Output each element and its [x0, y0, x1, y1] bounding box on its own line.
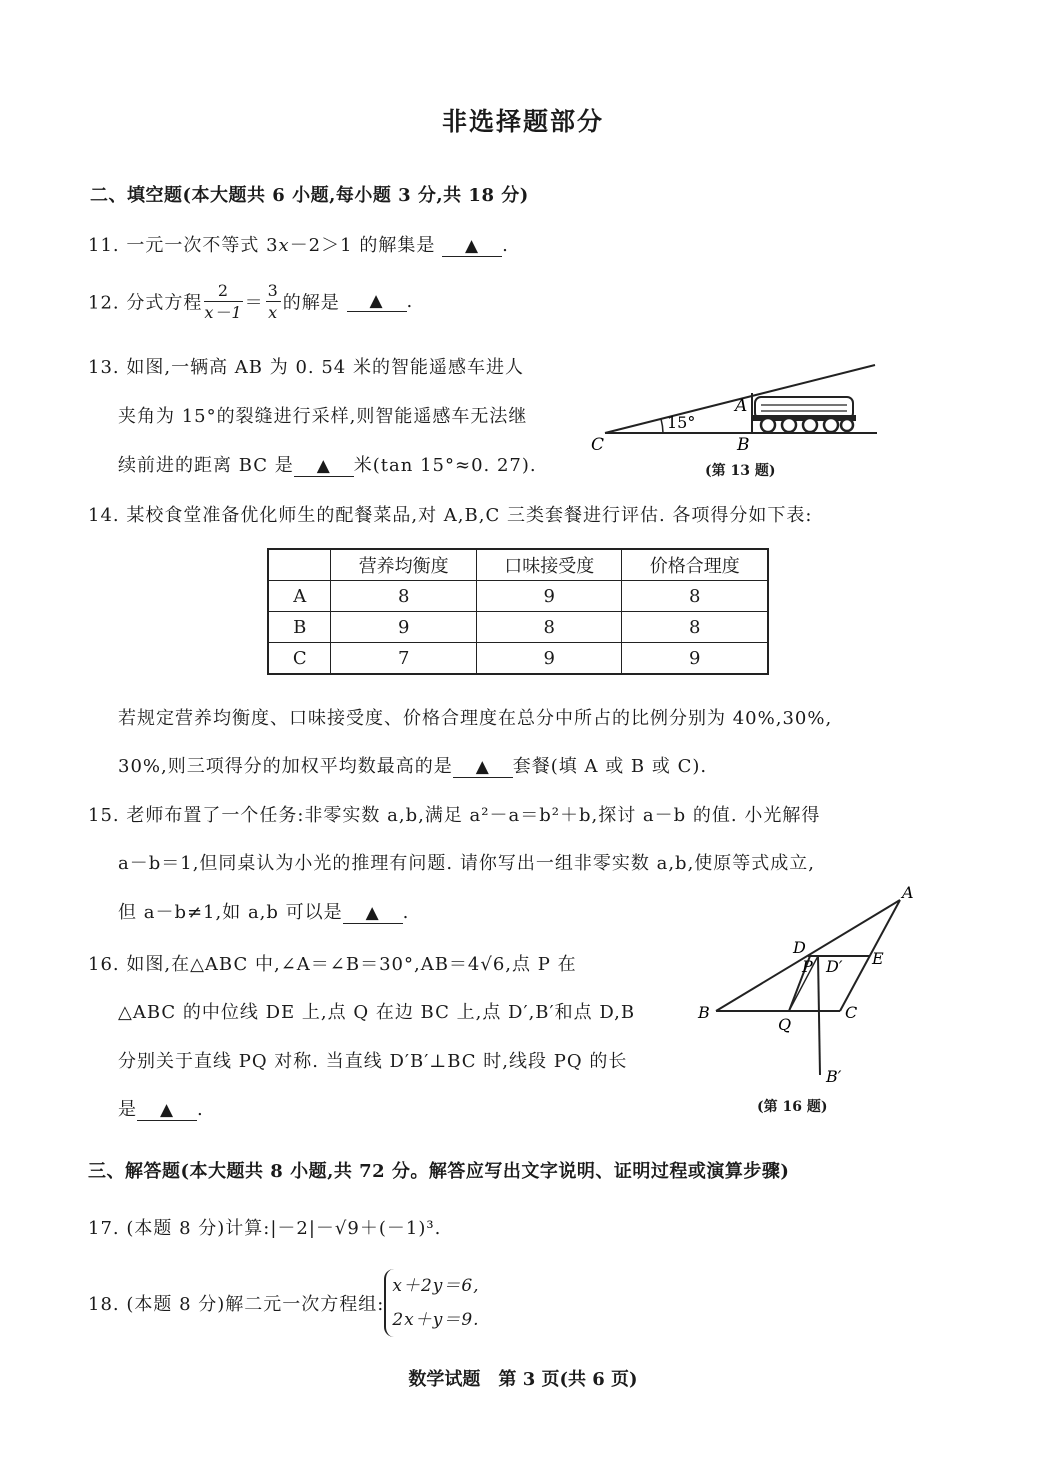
table-cell: 9 [331, 612, 477, 643]
table-cell: C [268, 643, 331, 675]
q15-line-3-post: . [402, 902, 410, 923]
q18-equation-2: 2x＋y＝9. [392, 1310, 480, 1330]
blank-triangle-icon: ▲ [365, 903, 380, 923]
q15-line-2: a－b＝1,但同桌认为小光的推理有问题. 请你写出一组非零实数 a,b,使原等式成立, [118, 853, 816, 874]
table-header-cell [268, 549, 331, 581]
question-17: 17. (本题 8 分)计算:|－2|－√9＋(－1)³. [88, 1218, 442, 1239]
q15-line-3 [118, 898, 409, 924]
q14-line-3-pre: 30%,则三项得分的加权平均数最高的是 [118, 756, 453, 777]
q13-label-a: A [735, 396, 748, 416]
q13-label-angle: 15° [667, 413, 696, 432]
q13-line-3-post: 米(tan 15°≈0. 27). [353, 455, 537, 476]
q12-f1-denominator: x－1 [204, 303, 243, 322]
page-footer: 数学试题 第 3 页(共 6 页) [408, 1369, 638, 1390]
q16-answer-blank[interactable] [137, 1100, 197, 1121]
question-11 [88, 231, 509, 257]
table-cell: 8 [622, 612, 768, 643]
q14-score-table [267, 548, 769, 675]
blank-triangle-icon: ▲ [369, 291, 384, 311]
q12-fraction-2 [266, 280, 281, 323]
q13-figure [585, 355, 885, 455]
table-cell: 8 [476, 612, 622, 643]
q11-var-x: x [278, 235, 290, 256]
q12-f2-denominator: x [268, 303, 279, 322]
q15-line-1: 15. 老师布置了一个任务:非零实数 a,b,满足 a²－a＝b²＋b,探讨 a－b 的值. 小光解得 [88, 805, 821, 826]
q14-line-3 [118, 752, 707, 778]
table-cell: 9 [476, 643, 622, 675]
table-cell: 7 [331, 643, 477, 675]
q16-label-e: E [872, 949, 884, 968]
q16-line-4-post: . [197, 1099, 204, 1120]
q16-label-b-prime: B′ [826, 1067, 842, 1086]
blank-triangle-icon: ▲ [316, 456, 331, 476]
q16-label-p: P [802, 957, 813, 976]
q13-line-3 [118, 451, 537, 477]
table-header-row [268, 549, 768, 581]
blank-triangle-icon: ▲ [465, 236, 480, 256]
table-cell: 8 [622, 581, 768, 612]
q16-line-d1b1 [818, 956, 820, 1075]
q12-fraction-1 [204, 280, 242, 323]
table-header-cell: 口味接受度 [476, 549, 622, 581]
q14-answer-blank[interactable] [453, 757, 513, 778]
question-12 [88, 280, 413, 323]
q16-line-1: 16. 如图,在△ABC 中,∠A＝∠B＝30°,AB＝4√6,点 P 在 [88, 954, 577, 975]
section-3-heading: 三、解答题(本大题共 8 小题,共 72 分。解答应写出文字说明、证明过程或演算步骤) [88, 1161, 790, 1182]
q11-text-pre: 11. 一元一次不等式 3 [88, 235, 279, 256]
page-title: 非选择题部分 [441, 107, 604, 136]
q12-equals: ＝ [244, 292, 264, 314]
q18-equation-system [384, 1269, 479, 1337]
q13-line-3-pre: 续前进的距离 BC 是 [118, 455, 294, 476]
q14-intro: 14. 某校食堂准备优化师生的配餐菜品,对 A,B,C 三类套餐进行评估. 各项得分如下表: [88, 505, 813, 526]
blank-triangle-icon: ▲ [159, 1100, 175, 1120]
q15-line-3-pre: 但 a－b≠1,如 a,b 可以是 [118, 902, 343, 923]
q14-line-2: 若规定营养均衡度、口味接受度、价格合理度在总分中所占的比例分别为 40%,30%, [118, 708, 833, 729]
q12-text-mid: 的解是 [282, 292, 340, 314]
q18-text-pre: 18. (本题 8 分)解二元一次方程组: [88, 1294, 385, 1315]
q13-label-b: B [737, 435, 750, 455]
q16-line-4 [118, 1095, 204, 1121]
section-2-heading: 二、填空题(本大题共 6 小题,每小题 3 分,共 18 分) [90, 185, 529, 206]
q16-label-a: A [902, 883, 914, 902]
q13-line-2: 夹角为 15°的裂缝进行采样,则智能遥感车无法继 [118, 406, 528, 427]
table-cell: 9 [476, 581, 622, 612]
table-cell: B [268, 612, 331, 643]
q12-f1-numerator: 2 [204, 280, 242, 302]
q16-label-b: B [698, 1003, 710, 1022]
q11-text-end: . [502, 235, 509, 256]
q12-text-pre: 12. 分式方程 [88, 292, 203, 314]
q16-label-d-prime: D′ [826, 957, 843, 976]
q13-answer-blank[interactable] [294, 456, 354, 477]
table-row [268, 643, 768, 675]
q16-caption: (第 16 题) [757, 1099, 828, 1115]
q12-text-end: . [406, 291, 414, 312]
q16-line-4-pre: 是 [118, 1099, 137, 1120]
table-cell: A [268, 581, 331, 612]
q12-answer-blank[interactable] [347, 291, 407, 312]
q16-label-q: Q [778, 1015, 792, 1034]
table-header-cell: 营养均衡度 [331, 549, 477, 581]
q11-text-mid: －2＞1 的解集是 [289, 235, 436, 256]
table-row [268, 581, 768, 612]
q16-figure [690, 880, 930, 1090]
q16-line-3: 分别关于直线 PQ 对称. 当直线 D′B′⊥BC 时,线段 PQ 的长 [118, 1051, 628, 1072]
q13-label-c: C [591, 435, 605, 455]
q16-label-d: D [793, 938, 806, 957]
q16-label-c: C [845, 1003, 858, 1022]
q16-line-2: △ABC 的中位线 DE 上,点 Q 在边 BC 上,点 D′,B′和点 D,B [118, 1002, 636, 1023]
q11-answer-blank[interactable] [442, 236, 502, 257]
table-header-cell: 价格合理度 [622, 549, 768, 581]
rover-car-icon [752, 397, 856, 432]
q13-angle-arc [661, 419, 663, 433]
q14-line-3-post: 套餐(填 A 或 B 或 C). [512, 756, 708, 777]
table-cell: 8 [331, 581, 477, 612]
q13-caption: (第 13 题) [705, 463, 776, 479]
table-row [268, 612, 768, 643]
q15-answer-blank[interactable] [343, 903, 403, 924]
table-cell: 9 [622, 643, 768, 675]
blank-triangle-icon: ▲ [475, 757, 490, 777]
q13-line-1: 13. 如图,一辆高 AB 为 0. 54 米的智能遥感车进人 [88, 357, 524, 378]
question-18 [88, 1269, 480, 1337]
q18-equation-1: x＋2y＝6, [392, 1276, 480, 1296]
q12-f2-numerator: 3 [267, 281, 279, 300]
